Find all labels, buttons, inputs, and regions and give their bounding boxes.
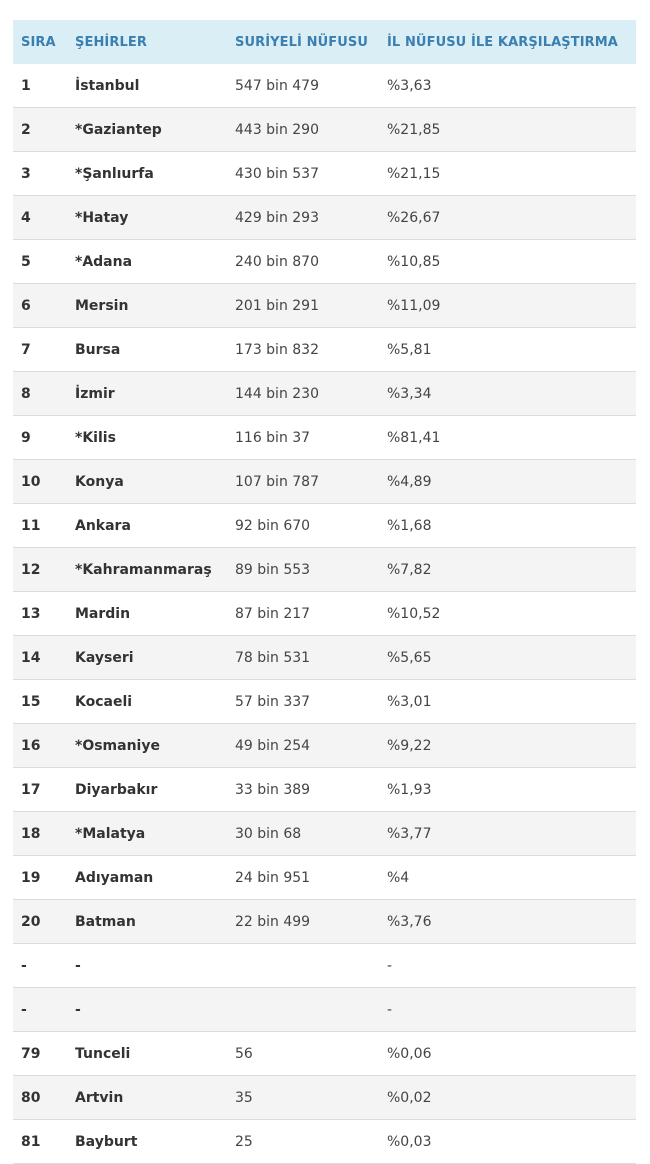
cell-syrian-population: 547 bin 479 (235, 77, 319, 94)
table-row (13, 108, 636, 152)
cell-city: İzmir (75, 385, 115, 402)
cell-syrian-population: 430 bin 537 (235, 165, 319, 182)
cell-rank: 19 (21, 869, 41, 886)
table-row (13, 328, 636, 372)
cell-comparison: %3,34 (387, 385, 432, 402)
cell-comparison: %1,68 (387, 517, 432, 534)
cell-syrian-population: 25 (235, 1133, 253, 1150)
cell-city: *Osmaniye (75, 737, 160, 754)
cell-comparison: %21,85 (387, 121, 441, 138)
table-row (13, 812, 636, 856)
table-row (13, 680, 636, 724)
cell-comparison: %3,63 (387, 77, 432, 94)
cell-comparison: %81,41 (387, 429, 441, 446)
cell-comparison: %4 (387, 869, 410, 886)
cell-comparison: %3,76 (387, 913, 432, 930)
cell-comparison: %4,89 (387, 473, 432, 490)
table-row (13, 636, 636, 680)
cell-city: Kocaeli (75, 693, 133, 710)
cell-syrian-population: 144 bin 230 (235, 385, 319, 402)
cell-syrian-population: 22 bin 499 (235, 913, 311, 930)
cell-syrian-population: 78 bin 531 (235, 649, 311, 666)
syrian-population-table (13, 20, 636, 1164)
cell-rank: 81 (21, 1133, 41, 1150)
cell-rank: 80 (21, 1089, 41, 1106)
cell-city: *Şanlıurfa (75, 165, 154, 182)
cell-rank: 18 (21, 825, 41, 842)
cell-rank: 1 (21, 77, 31, 94)
cell-syrian-population: 107 bin 787 (235, 473, 319, 490)
cell-syrian-population: 89 bin 553 (235, 561, 311, 578)
cell-syrian-population: 24 bin 951 (235, 869, 311, 886)
cell-rank: 10 (21, 473, 41, 490)
cell-syrian-population: 240 bin 870 (235, 253, 319, 270)
table-row (13, 64, 636, 108)
header-city: ŞEHİRLER (75, 34, 147, 50)
header-comparison: İL NÜFUSU İLE KARŞILAŞTIRMA (387, 34, 618, 50)
cell-comparison: - (387, 957, 393, 974)
cell-city: Mersin (75, 297, 129, 314)
cell-comparison: %3,77 (387, 825, 432, 842)
cell-comparison: %9,22 (387, 737, 432, 754)
cell-city: Tunceli (75, 1045, 131, 1062)
cell-comparison: %3,01 (387, 693, 432, 710)
table-row (13, 504, 636, 548)
cell-city: Artvin (75, 1089, 124, 1106)
cell-rank: 20 (21, 913, 41, 930)
table-row (13, 240, 636, 284)
table-row (13, 416, 636, 460)
cell-rank: 4 (21, 209, 31, 226)
cell-comparison: %21,15 (387, 165, 441, 182)
cell-city: - (75, 1001, 81, 1018)
cell-comparison: %1,93 (387, 781, 432, 798)
cell-city: *Kilis (75, 429, 116, 446)
cell-rank: - (21, 1001, 27, 1018)
table-row (13, 988, 636, 1032)
table-row (13, 196, 636, 240)
cell-comparison: %5,81 (387, 341, 432, 358)
cell-city: Bayburt (75, 1133, 138, 1150)
cell-rank: 11 (21, 517, 41, 534)
table-row (13, 592, 636, 636)
cell-comparison: %11,09 (387, 297, 441, 314)
cell-syrian-population: 92 bin 670 (235, 517, 311, 534)
cell-city: Batman (75, 913, 136, 930)
cell-syrian-population: 30 bin 68 (235, 825, 302, 842)
table-row (13, 1120, 636, 1164)
cell-city: *Malatya (75, 825, 146, 842)
table-row (13, 372, 636, 416)
cell-city: *Hatay (75, 209, 129, 226)
table-row (13, 460, 636, 504)
cell-city: - (75, 957, 81, 974)
cell-rank: 8 (21, 385, 31, 402)
cell-comparison: %5,65 (387, 649, 432, 666)
cell-comparison: %0,03 (387, 1133, 432, 1150)
cell-syrian-population: 443 bin 290 (235, 121, 319, 138)
cell-comparison: %10,52 (387, 605, 441, 622)
header-rank: SIRA (21, 34, 56, 50)
table-row (13, 548, 636, 592)
cell-rank: 16 (21, 737, 41, 754)
cell-city: *Gaziantep (75, 121, 162, 138)
table-row (13, 284, 636, 328)
table-row (13, 900, 636, 944)
table-row (13, 1032, 636, 1076)
cell-city: İstanbul (75, 77, 140, 94)
table-body (13, 64, 636, 1164)
cell-city: Diyarbakır (75, 781, 158, 798)
cell-rank: 9 (21, 429, 31, 446)
cell-city: Adıyaman (75, 869, 154, 886)
cell-syrian-population: 173 bin 832 (235, 341, 319, 358)
table-row (13, 152, 636, 196)
cell-rank: 6 (21, 297, 31, 314)
cell-comparison: %0,02 (387, 1089, 432, 1106)
cell-city: Ankara (75, 517, 131, 534)
cell-syrian-population: 56 (235, 1045, 253, 1062)
cell-syrian-population: 57 bin 337 (235, 693, 311, 710)
cell-city: *Adana (75, 253, 133, 270)
cell-syrian-population: 201 bin 291 (235, 297, 319, 314)
header-syrian-population: SURİYELİ NÜFUSU (235, 34, 368, 50)
cell-syrian-population: 33 bin 389 (235, 781, 311, 798)
cell-rank: 17 (21, 781, 41, 798)
cell-rank: 5 (21, 253, 31, 270)
cell-rank: 13 (21, 605, 41, 622)
table-row (13, 724, 636, 768)
cell-rank: - (21, 957, 27, 974)
table-row (13, 1076, 636, 1120)
cell-rank: 14 (21, 649, 41, 666)
cell-rank: 3 (21, 165, 31, 182)
cell-city: Kayseri (75, 649, 134, 666)
cell-rank: 12 (21, 561, 41, 578)
cell-comparison: %0,06 (387, 1045, 432, 1062)
cell-syrian-population: 49 bin 254 (235, 737, 311, 754)
cell-syrian-population: 116 bin 37 (235, 429, 311, 446)
cell-syrian-population: 429 bin 293 (235, 209, 319, 226)
cell-city: Mardin (75, 605, 131, 622)
cell-comparison: %7,82 (387, 561, 432, 578)
cell-comparison: %10,85 (387, 253, 441, 270)
cell-city: Konya (75, 473, 124, 490)
table-row (13, 768, 636, 812)
cell-syrian-population: 87 bin 217 (235, 605, 311, 622)
cell-rank: 79 (21, 1045, 41, 1062)
cell-comparison: - (387, 1001, 393, 1018)
cell-rank: 2 (21, 121, 31, 138)
cell-rank: 15 (21, 693, 41, 710)
cell-city: *Kahramanmaraş (75, 561, 212, 578)
cell-comparison: %26,67 (387, 209, 441, 226)
cell-city: Bursa (75, 341, 121, 358)
table-row (13, 944, 636, 988)
table-row (13, 856, 636, 900)
cell-rank: 7 (21, 341, 31, 358)
table-header (13, 20, 636, 64)
cell-syrian-population: 35 (235, 1089, 253, 1106)
